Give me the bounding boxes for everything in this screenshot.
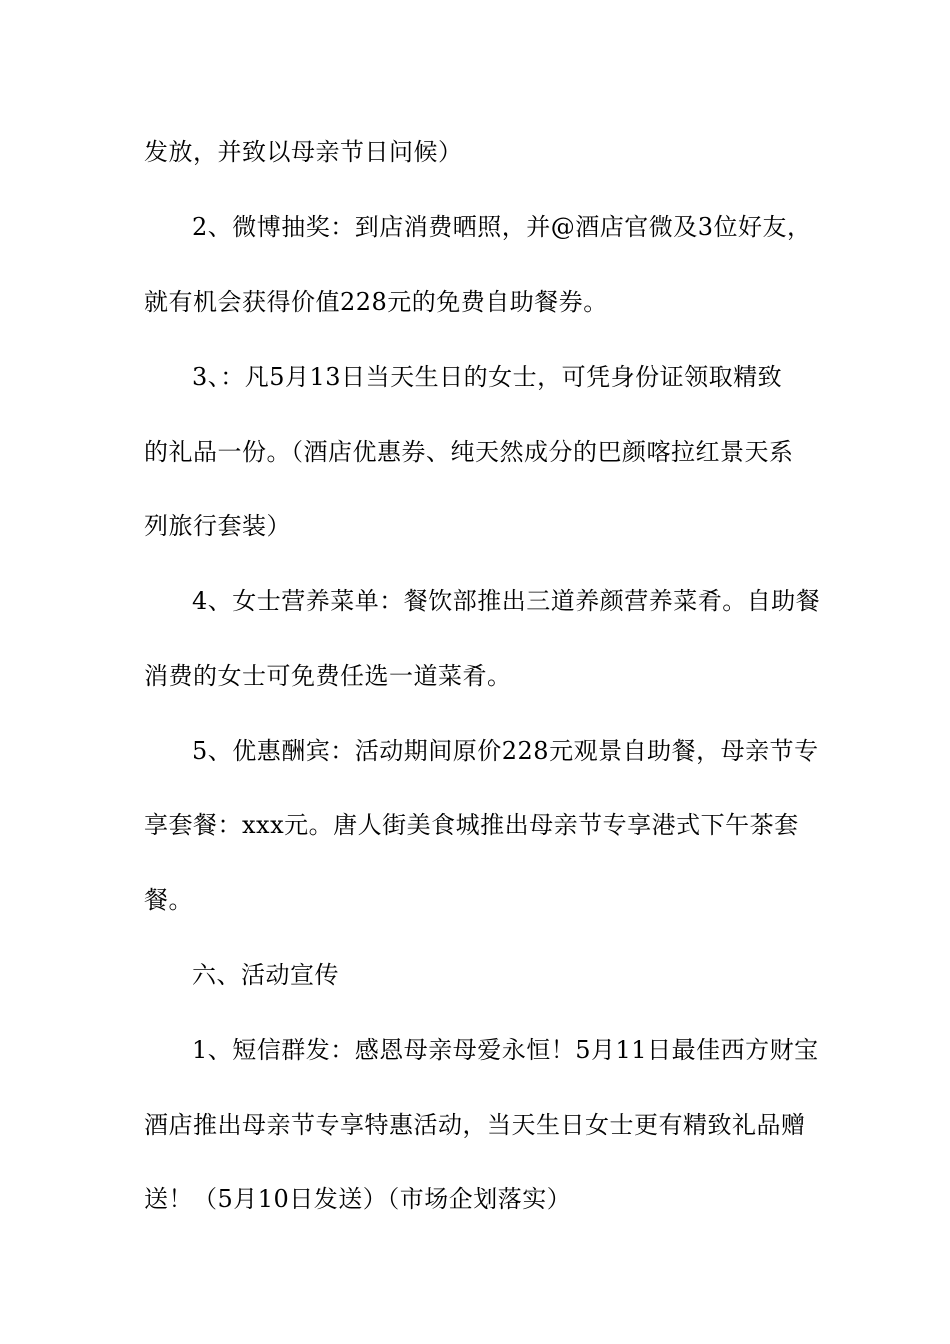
- text-line: 3、：凡5月13日当天生日的女士，可凭身份证领取精致: [192, 363, 783, 391]
- section-heading: 六、活动宣传: [192, 961, 339, 989]
- text-line: 酒店推出母亲节专享特惠活动，当天生日女士更有精致礼品赠: [144, 1111, 806, 1139]
- text-line: 列旅行套装）: [144, 512, 291, 540]
- text-line: 4、女士营养菜单：餐饮部推出三道养颜营养菜肴。自助餐: [192, 587, 821, 615]
- text-line: 餐。: [144, 886, 193, 914]
- text-line: 的礼品一份。（酒店优惠券、纯天然成分的巴颜喀拉红景天系: [144, 438, 794, 466]
- text-line: 享套餐：xxx元。唐人街美食城推出母亲节专享港式下午茶套: [144, 811, 799, 839]
- text-line: 就有机会获得价值228元的免费自助餐券。: [144, 288, 608, 316]
- text-line: 消费的女士可免费任选一道菜肴。: [144, 662, 512, 690]
- text-line: 5、优惠酬宾：活动期间原价228元观景自助餐，母亲节专: [192, 737, 819, 765]
- text-line: 送！（5月10日发送）（市场企划落实）: [144, 1185, 572, 1213]
- text-line: 1、短信群发：感恩母亲母爱永恒！5月11日最佳西方财宝: [192, 1036, 819, 1064]
- text-line: 2、微博抽奖：到店消费晒照，并@酒店官微及3位好友，: [192, 213, 812, 241]
- text-line: 发放，并致以母亲节日问候）: [144, 138, 463, 166]
